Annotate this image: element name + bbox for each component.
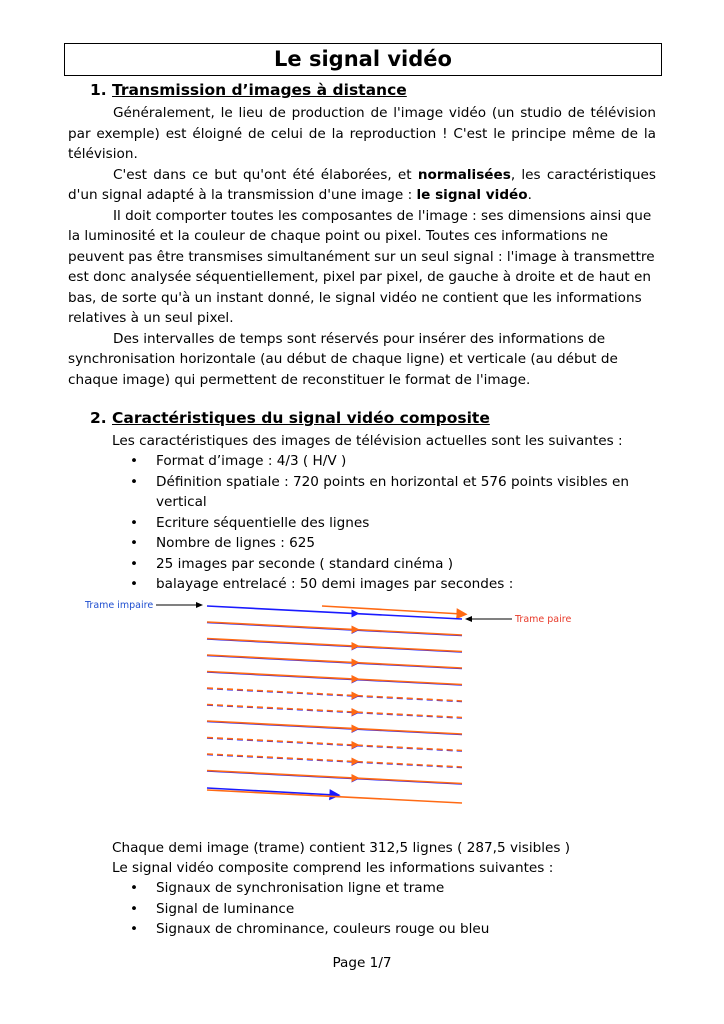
even-field-line bbox=[207, 771, 462, 784]
even-field-last-line bbox=[207, 790, 462, 803]
paragraph-2-text-c: . bbox=[527, 187, 532, 203]
interlace-diagram bbox=[0, 590, 724, 820]
paragraph-2-text-b: , les caractéristiques d'un signal adapté à la transmission d'une image : bbox=[68, 166, 656, 203]
list-item: • 25 images par seconde ( standard cinéma ) bbox=[112, 554, 652, 575]
list-item: • Format d’image : 4/3 ( H/V ) bbox=[112, 451, 652, 472]
even-field-label: Trame paire bbox=[515, 614, 572, 625]
even-field-line bbox=[207, 688, 462, 701]
section-2-intro: Les caractéristiques des images de télévision actuelles sont les suivantes : bbox=[112, 433, 623, 449]
paragraph-2-bold-b: le signal vidéo bbox=[416, 187, 528, 203]
page-title: Le signal vidéo bbox=[64, 43, 662, 76]
section-1-title: Transmission d’images à distance bbox=[112, 81, 407, 99]
even-field-line-arrow bbox=[352, 642, 360, 650]
even-pointer-arrow-head bbox=[465, 616, 472, 622]
even-field-line-arrow bbox=[352, 675, 360, 683]
even-field-line-arrow bbox=[352, 758, 360, 766]
even-field-line bbox=[207, 738, 462, 751]
composite-intro-text: Le signal vidéo composite comprend les informations suivantes : bbox=[112, 860, 554, 876]
even-field-line bbox=[207, 721, 462, 734]
page-number: Page 1/7 bbox=[332, 955, 392, 971]
paragraph-4: Des intervalles de temps sont réservés pour insérer des informations de synchronisation horizontale (au début de chaque ligne) et verticale (au début de chaque image) qui permettent de reconstituer le format de l'image. bbox=[68, 330, 618, 388]
paragraph-2-text-a: C'est dans ce but qu'ont été élaborées, et bbox=[113, 166, 418, 183]
odd-field-line-arrow bbox=[352, 610, 360, 618]
even-field-line-arrow bbox=[352, 708, 360, 716]
section-1-heading bbox=[90, 81, 407, 99]
even-field-line-arrow bbox=[352, 626, 360, 634]
list-item: • Nombre de lignes : 625 bbox=[112, 533, 652, 554]
paragraph-1: Généralement, le lieu de production de l'image vidéo (un studio de télévision par exemple) est éloigné de celui de la reproduction ! C'est le principe même de la télévision. bbox=[68, 105, 656, 162]
odd-field-label: Trame impaire bbox=[85, 600, 154, 611]
even-field-line-arrow bbox=[352, 659, 360, 667]
odd-field-line bbox=[207, 689, 462, 702]
odd-pointer-arrow-head bbox=[196, 602, 203, 608]
even-field-line bbox=[207, 672, 462, 685]
even-field-line bbox=[207, 655, 462, 668]
paragraph-3: Il doit comporter toutes les composantes de l'image : ses dimensions ainsi que la luminosité et la couleur de chaque point ou pixel. Toutes ces informations ne peuvent pas être transmises simultanément sur un seul signal : l'image à transmettre est donc analysée séquentiellement, pixel par pixel, de gauche à droite et de haut en bas, de sorte qu'à un instant donné, le signal vidéo ne contient que les informations relatives à un seul pixel. bbox=[68, 207, 655, 326]
even-field-line-arrow bbox=[352, 692, 360, 700]
section-1-number: 1. bbox=[90, 81, 107, 99]
list-item: • Définition spatiale : 720 points en horizontal et 576 points visibles en vertical bbox=[112, 472, 652, 513]
list-item: • Signaux de chrominance, couleurs rouge ou bleu bbox=[112, 919, 652, 940]
section-2-number: 2. bbox=[90, 409, 107, 427]
scan-lines bbox=[207, 606, 462, 803]
even-field-line bbox=[207, 622, 462, 635]
even-field-line-arrow bbox=[352, 725, 360, 733]
even-field-line bbox=[207, 705, 462, 718]
even-field-line bbox=[207, 639, 462, 652]
list-item: • balayage entrelacé : 50 demi images par secondes : bbox=[112, 574, 652, 595]
list-item: • Ecriture séquentielle des lignes bbox=[112, 513, 652, 534]
list-item: • Signal de luminance bbox=[112, 899, 652, 920]
paragraph-2-bold-a: normalisées bbox=[417, 166, 511, 183]
odd-field-line bbox=[207, 705, 462, 718]
section-1-body bbox=[68, 103, 656, 390]
even-field-line-arrow bbox=[352, 774, 360, 782]
field-lines-text: Chaque demi image (trame) contient 312,5 lignes ( 287,5 visibles ) bbox=[112, 840, 571, 856]
odd-field-line bbox=[207, 755, 462, 768]
even-field-line bbox=[207, 754, 462, 767]
characteristics-list bbox=[112, 451, 652, 595]
even-field-line-arrow bbox=[352, 741, 360, 749]
composite-list bbox=[112, 878, 652, 940]
list-item: • Signaux de synchronisation ligne et trame bbox=[112, 878, 652, 899]
section-2-heading bbox=[90, 409, 490, 427]
paragraph-2 bbox=[68, 165, 656, 206]
section-2-title: Caractéristiques du signal vidéo composite bbox=[112, 409, 490, 427]
odd-field-line bbox=[207, 738, 462, 751]
